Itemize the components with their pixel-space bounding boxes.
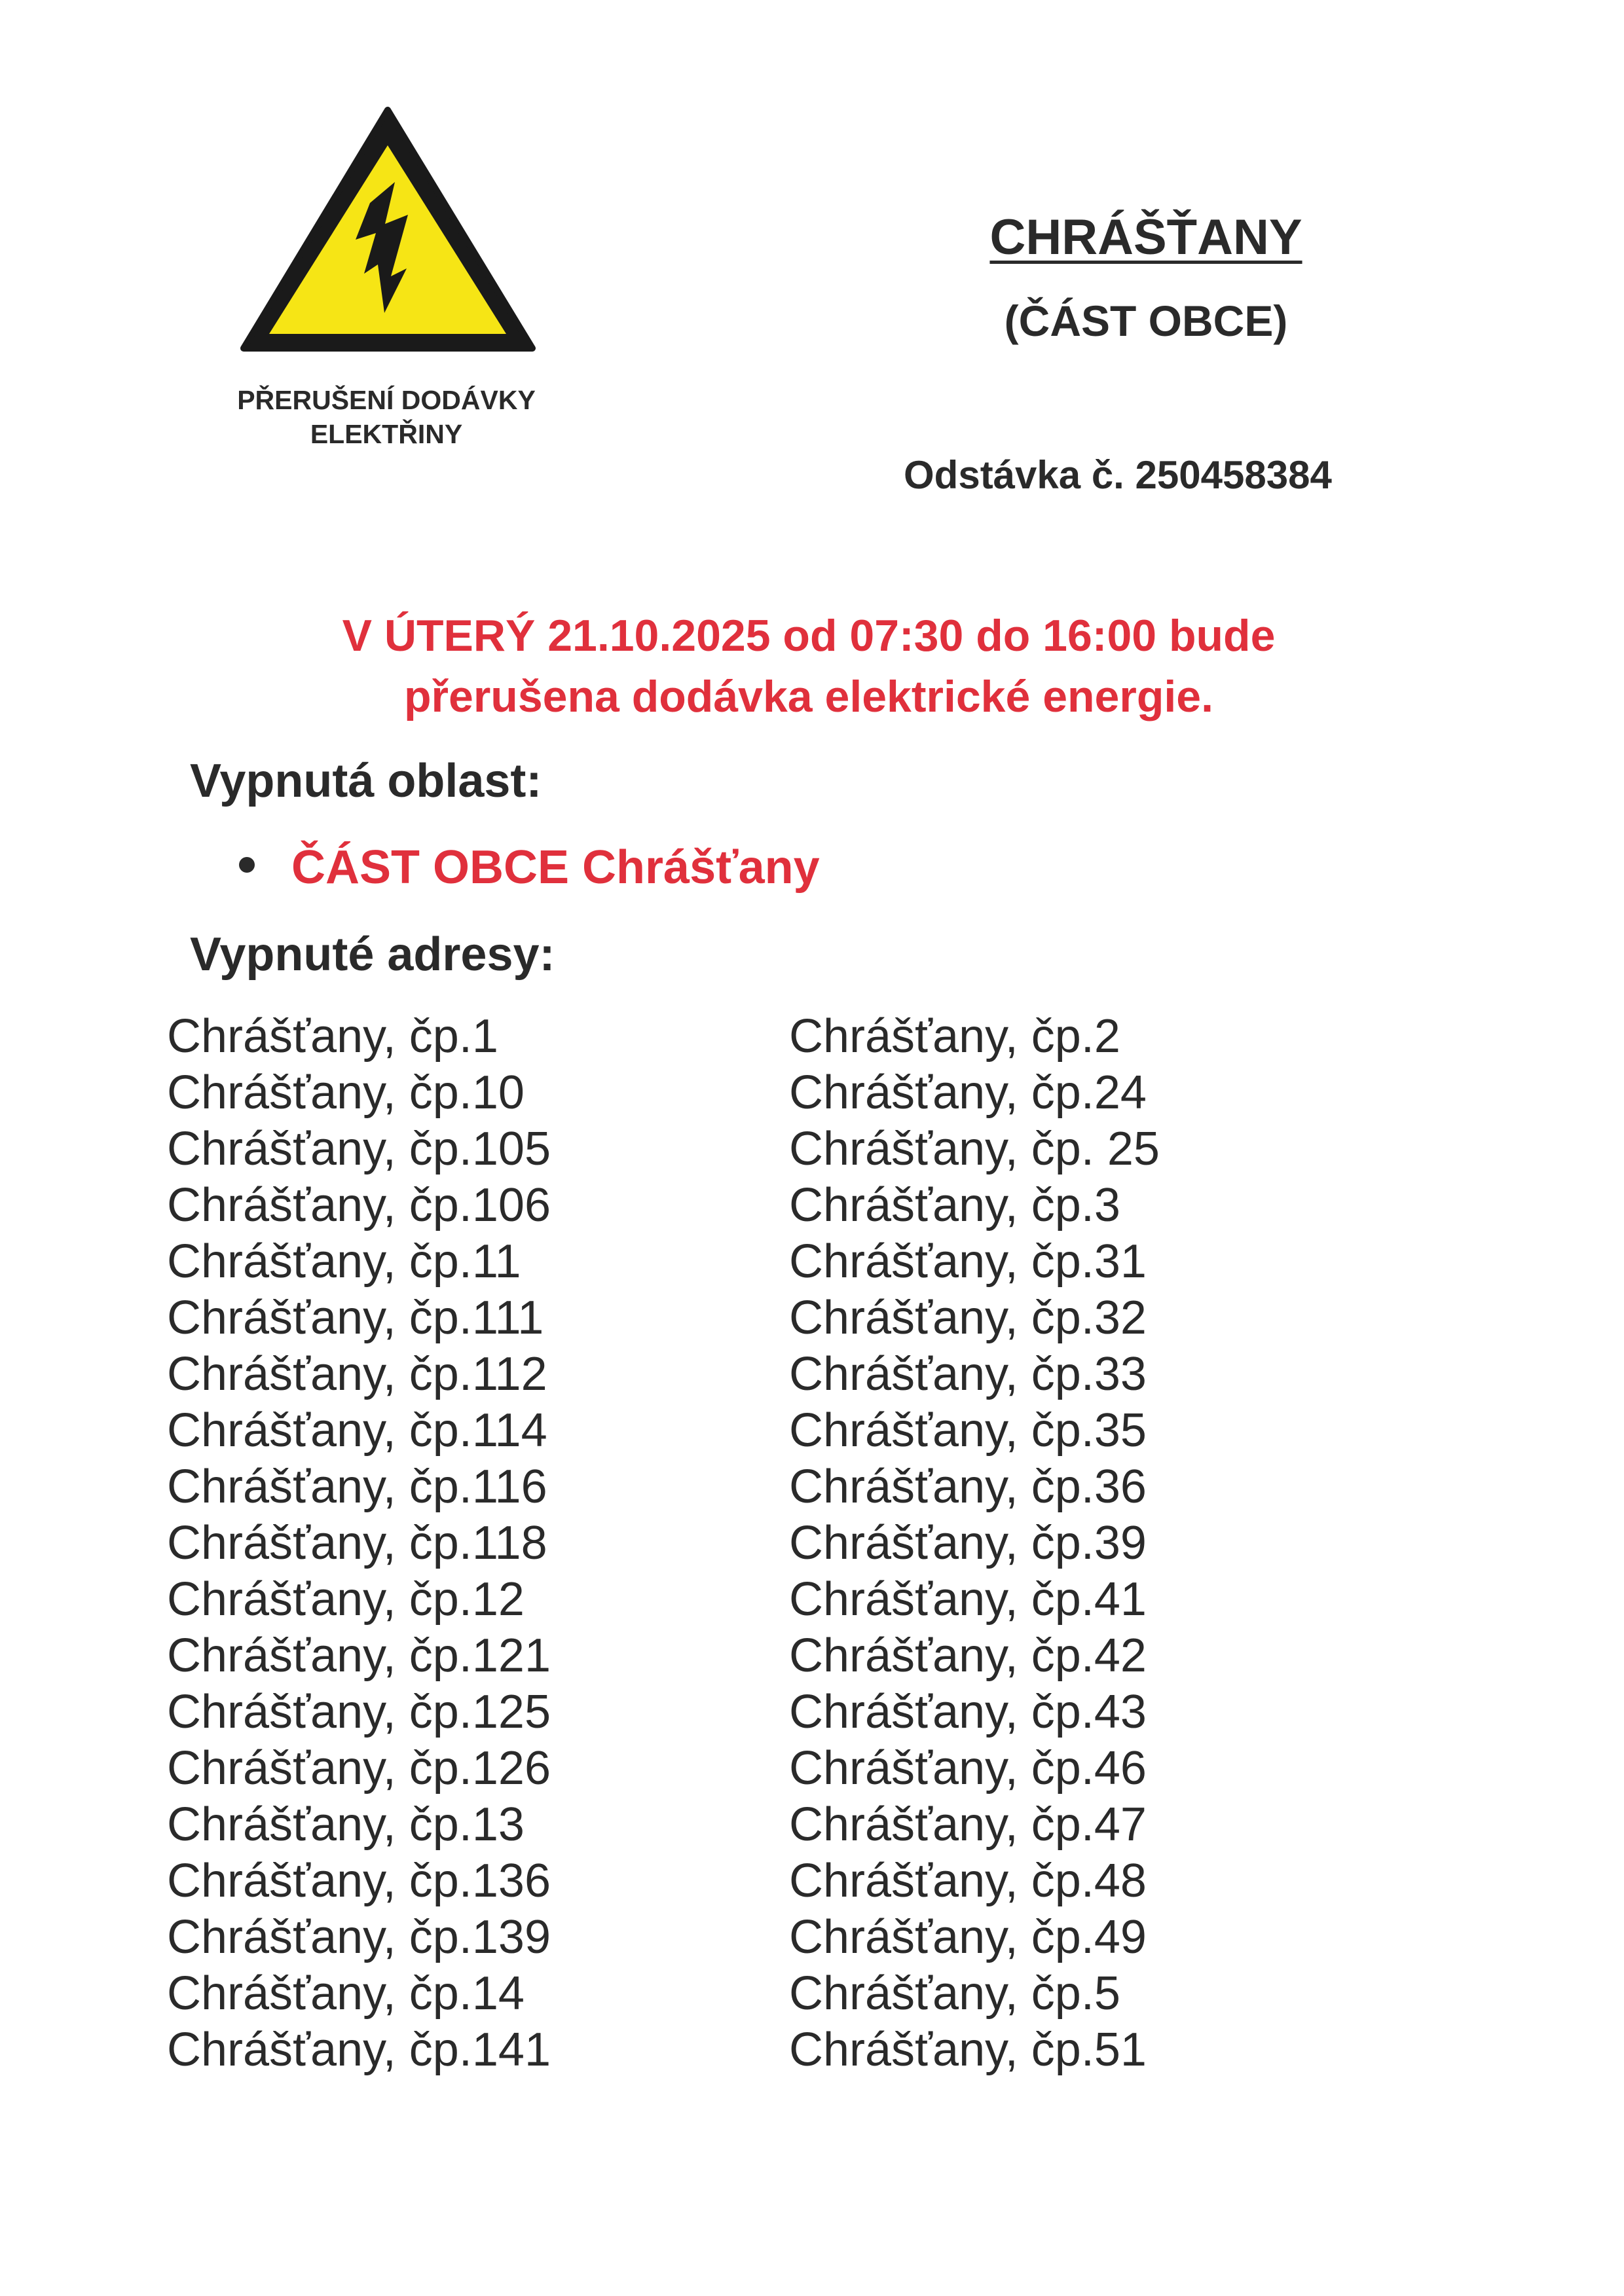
bullet-icon bbox=[239, 857, 255, 873]
address-item: Chrášťany, čp.139 bbox=[167, 1911, 551, 1963]
warning-caption bbox=[164, 383, 609, 451]
outage-announcement bbox=[131, 606, 1486, 727]
outage-number: Odstávka č. 250458384 bbox=[904, 453, 1332, 497]
address-item: Chrášťany, čp.14 bbox=[167, 1967, 525, 2020]
address-item: Chrášťany, čp.118 bbox=[167, 1517, 547, 1569]
address-item: Chrášťany, čp.141 bbox=[167, 2024, 551, 2076]
address-item: Chrášťany, čp.31 bbox=[789, 1235, 1147, 1288]
address-item: Chrášťany, čp.33 bbox=[789, 1348, 1147, 1400]
address-item: Chrášťany, čp.41 bbox=[789, 1573, 1147, 1626]
address-item: Chrášťany, čp. 25 bbox=[789, 1123, 1160, 1175]
address-item: Chrášťany, čp.126 bbox=[167, 1742, 551, 1795]
address-item: Chrášťany, čp.136 bbox=[167, 1855, 551, 1907]
address-item: Chrášťany, čp.51 bbox=[789, 2024, 1147, 2076]
address-item: Chrášťany, čp.3 bbox=[789, 1179, 1120, 1231]
affected-area-item bbox=[239, 839, 820, 896]
address-item: Chrášťany, čp.112 bbox=[167, 1348, 547, 1400]
high-voltage-warning-icon bbox=[239, 105, 537, 354]
address-item: Chrášťany, čp.10 bbox=[167, 1066, 525, 1119]
announcement-line-1: V ÚTERÝ 21.10.2025 od 07:30 do 16:00 bude bbox=[342, 611, 1276, 661]
address-item: Chrášťany, čp.48 bbox=[789, 1855, 1147, 1907]
announcement-line-2: přerušena dodávka elektrické energie. bbox=[404, 672, 1213, 721]
affected-area-label: ČÁST OBCE Chrášťany bbox=[291, 841, 820, 894]
address-item: Chrášťany, čp.39 bbox=[789, 1517, 1147, 1569]
address-list-left bbox=[167, 1008, 551, 2078]
address-item: Chrášťany, čp.32 bbox=[789, 1292, 1147, 1344]
address-item: Chrášťany, čp.24 bbox=[789, 1066, 1147, 1119]
address-item: Chrášťany, čp.106 bbox=[167, 1179, 551, 1231]
address-item: Chrášťany, čp.36 bbox=[789, 1461, 1147, 1513]
address-item: Chrášťany, čp.43 bbox=[789, 1686, 1147, 1738]
address-item: Chrášťany, čp.42 bbox=[789, 1630, 1147, 1682]
affected-addresses-heading: Vypnuté adresy: bbox=[190, 928, 555, 981]
address-item: Chrášťany, čp.11 bbox=[167, 1235, 521, 1288]
address-item: Chrášťany, čp.121 bbox=[167, 1630, 551, 1682]
address-item: Chrášťany, čp.111 bbox=[167, 1292, 544, 1344]
address-item: Chrášťany, čp.49 bbox=[789, 1911, 1147, 1963]
address-item: Chrášťany, čp.105 bbox=[167, 1123, 551, 1175]
address-item: Chrášťany, čp.116 bbox=[167, 1461, 547, 1513]
warning-caption-line-2: ELEKTŘINY bbox=[310, 419, 463, 449]
address-item: Chrášťany, čp.35 bbox=[789, 1404, 1147, 1457]
address-item: Chrášťany, čp.46 bbox=[789, 1742, 1147, 1795]
address-item: Chrášťany, čp.2 bbox=[789, 1010, 1120, 1063]
page-title: CHRÁŠŤANY bbox=[989, 210, 1302, 265]
address-item: Chrášťany, čp.5 bbox=[789, 1967, 1120, 2020]
address-item: Chrášťany, čp.1 bbox=[167, 1010, 498, 1063]
page-subtitle: (ČÁST OBCE) bbox=[1004, 297, 1288, 345]
address-list-right bbox=[789, 1008, 1160, 2078]
affected-area-heading: Vypnutá oblast: bbox=[190, 755, 542, 807]
address-item: Chrášťany, čp.13 bbox=[167, 1798, 525, 1851]
address-item: Chrášťany, čp.12 bbox=[167, 1573, 525, 1626]
address-item: Chrášťany, čp.47 bbox=[789, 1798, 1147, 1851]
warning-caption-line-1: PŘERUŠENÍ DODÁVKY bbox=[237, 385, 536, 415]
address-item: Chrášťany, čp.114 bbox=[167, 1404, 547, 1457]
address-item: Chrášťany, čp.125 bbox=[167, 1686, 551, 1738]
